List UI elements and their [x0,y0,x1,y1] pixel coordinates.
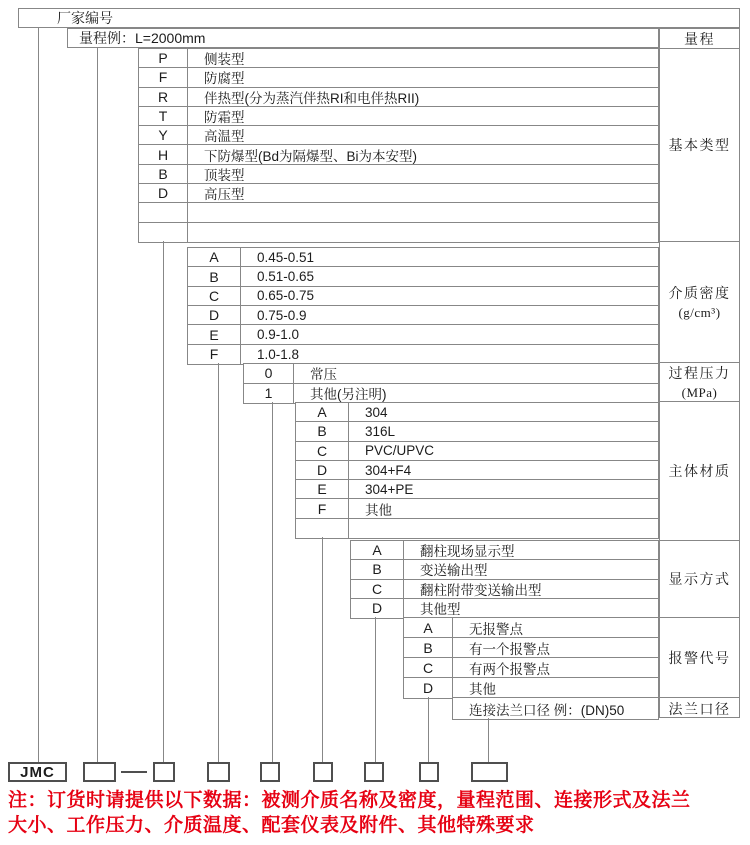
description-cell: 防腐型 [204,71,245,87]
category-alarm-code: 报警代号 [660,618,739,698]
category-medium-density-unit: (g/cm³) [678,305,721,320]
code-cell: R [139,88,188,106]
table-row [296,422,658,441]
code-box-basic-type [153,762,175,782]
connector-line-alarm-code [428,697,429,762]
description-cell: 其他型 [420,602,461,618]
connector-line-basic-type [163,241,164,762]
table-row [188,267,658,286]
category-label-column [659,28,740,718]
table-row [244,364,658,384]
connector-line-display-mode [375,617,376,762]
code-cell: D [404,678,453,698]
table-row [351,580,658,599]
table-row [404,618,658,638]
code-box-range [83,762,116,782]
description-cell: 1.0-1.8 [257,346,300,362]
table-row [296,519,658,538]
code-cell [296,519,349,538]
connector-line-range [97,48,98,762]
ordering-note [8,788,750,838]
code-box-body-material [313,762,333,782]
connector-line-medium-density [218,363,219,762]
code-cell: F [296,499,349,517]
code-cell: B [188,267,241,285]
description-cell: 304+F4 [365,462,412,478]
description-cell: 顶装型 [204,167,245,183]
table-row [139,49,658,68]
code-cell: C [351,580,404,598]
code-cell: D [139,184,188,202]
description-cell [349,519,658,538]
code-cell: B [351,560,404,578]
code-cell: A [404,618,453,637]
category-range: 量程 [660,29,739,49]
section-body-material [295,402,659,539]
connector-line-body-material [322,537,323,762]
description-cell: 304 [365,404,388,420]
table-row [139,203,658,222]
description-cell: 防霜型 [204,110,245,126]
code-box-display-mode [364,762,384,782]
section-basic-type [138,48,659,243]
description-cell: PVC/UPVC [365,443,435,459]
description-cell: 其他 [469,682,496,697]
table-row [139,68,658,87]
manufacturer-number-row [18,8,740,28]
section-process-pressure [243,363,659,404]
code-cell [139,223,188,242]
code-cell: A [188,248,241,266]
table-row [351,541,658,560]
table-row [296,480,658,499]
table-row [188,325,658,344]
code-cell: B [404,638,453,657]
table-row [244,384,658,404]
code-cell: A [296,403,349,421]
table-row [188,306,658,325]
code-cell: D [188,306,241,324]
code-cell: 1 [244,384,294,404]
code-separator-dash [121,771,147,773]
code-cell: B [296,422,349,440]
description-cell: 0.51-0.65 [257,269,315,285]
code-cell: E [188,325,241,343]
table-row [404,658,658,678]
ordering-note-line2: 大小、工作压力、介质温度、配套仪表及附件、其他特殊要求 [8,815,535,836]
code-box-medium-density [207,762,230,782]
description-cell: 侧装型 [204,52,245,68]
connector-line-manufacturer [38,28,39,762]
category-basic-type: 基本类型 [660,49,739,242]
code-cell: A [351,541,404,559]
code-cell: P [139,49,188,67]
description-cell: 高温型 [204,129,245,145]
code-cell: E [296,480,349,498]
description-cell: 其他(另注明) [310,387,387,403]
table-row [188,287,658,306]
table-row [351,560,658,579]
connector-line-flange-size [488,718,489,762]
description-cell: 翻柱现场显示型 [420,544,515,560]
description-cell [188,203,658,221]
category-medium-density: 介质密度 (g/cm³) [660,242,739,363]
table-row [296,499,658,518]
code-cell [139,203,188,221]
section-alarm-code [403,617,659,699]
description-cell: 其他 [365,502,392,518]
description-cell: 0.65-0.75 [257,288,315,304]
code-box-alarm-code [419,762,439,782]
table-row [139,165,658,184]
table-row [188,248,658,267]
description-cell: 伴热型(分为蒸汽伴热RI和电伴热RII) [204,90,420,106]
description-cell: 变送输出型 [420,563,488,579]
table-row [139,88,658,107]
description-cell: 有一个报警点 [469,641,550,657]
code-cell: D [296,461,349,479]
description-cell: 316L [365,423,396,439]
code-cell: F [139,68,188,86]
connector-line-process-pressure [272,402,273,762]
code-cell: D [351,599,404,618]
table-row [139,126,658,145]
description-cell: 有两个报警点 [469,661,550,677]
description-cell: 连接法兰口径 例：(DN)50 [469,702,625,718]
code-box-process-pressure [260,762,280,782]
code-cell: T [139,107,188,125]
category-process-pressure-unit: (MPa) [681,385,718,400]
table-row [296,403,658,422]
code-cell: C [188,287,241,305]
model-prefix-box [8,762,67,782]
code-cell: F [188,345,241,364]
range-example-label: 量程例：L=2000mm [79,30,206,46]
code-cell: H [139,145,188,163]
description-cell: 翻柱附带变送输出型 [420,582,542,598]
table-row [404,678,658,698]
table-row [296,442,658,461]
section-medium-density [187,247,659,365]
table-row [139,184,658,203]
table-row [296,461,658,480]
table-row [139,107,658,126]
ordering-note-line1: 注：订货时请提供以下数据：被测介质名称及密度，量程范围、连接形式及法兰 [8,790,691,811]
description-cell: 0.9-1.0 [257,327,300,343]
table-row [188,345,658,364]
description-cell: 304+PE [365,481,414,497]
category-display-mode: 显示方式 [660,541,739,618]
code-cell: B [139,165,188,183]
description-cell: 常压 [310,367,337,383]
description-cell: 下防爆型(Bd为隔爆型、Bi为本安型) [204,148,418,164]
table-row [139,145,658,164]
section-flange-size [452,697,659,720]
model-prefix-label: JMC [20,763,55,781]
table-row [404,638,658,658]
code-cell: Y [139,126,188,144]
description-cell [188,223,658,242]
description-cell: 无报警点 [469,621,523,637]
category-body-material: 主体材质 [660,402,739,541]
description-cell: 0.45-0.51 [257,249,315,265]
description-cell: 高压型 [204,187,245,203]
manufacturer-number-label: 厂家编号 [57,10,113,26]
category-process-pressure: 过程压力 (MPa) [660,363,739,402]
section-display-mode [350,540,659,619]
code-cell: C [404,658,453,677]
category-flange-size: 法兰口径 [668,702,731,718]
table-row [453,698,658,719]
code-cell: 0 [244,364,294,383]
range-example-row [67,28,659,48]
table-row [351,599,658,618]
code-box-flange-size [471,762,508,782]
code-cell: C [296,442,349,460]
table-row [139,223,658,242]
description-cell: 0.75-0.9 [257,307,307,323]
